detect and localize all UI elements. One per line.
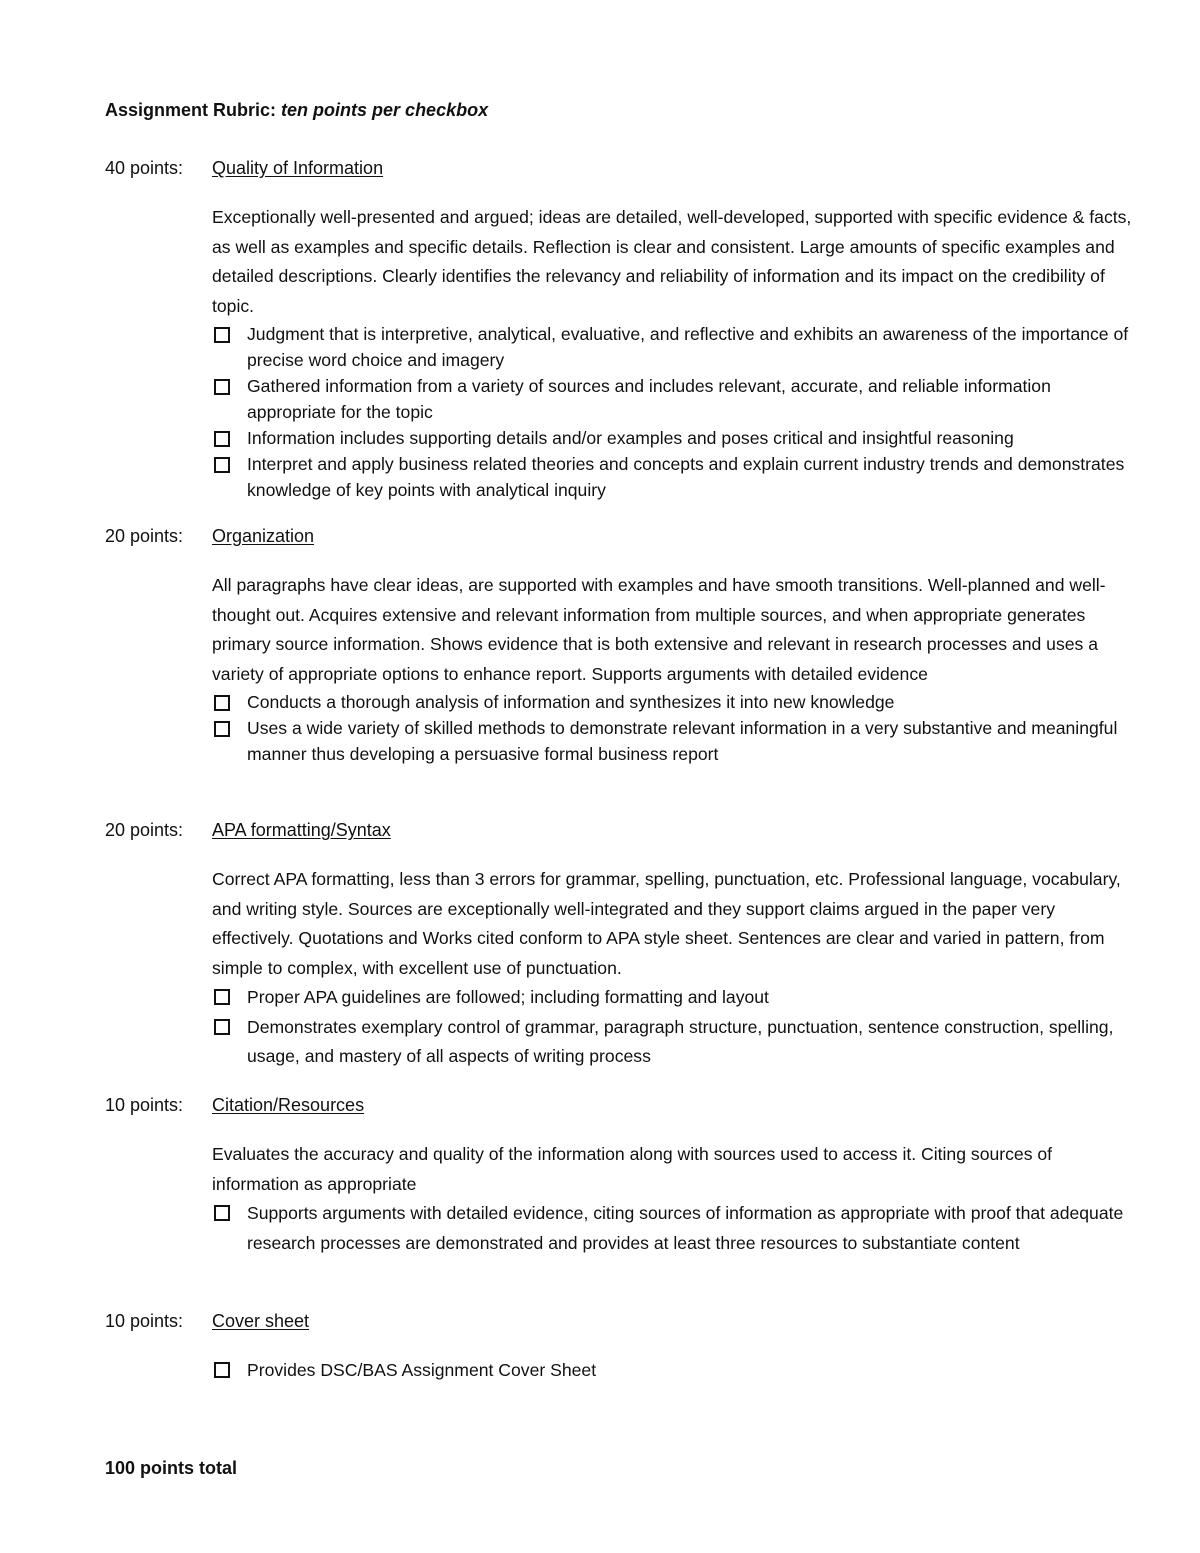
section-title: Cover sheet <box>212 1311 310 1331</box>
section-title: APA formatting/Syntax <box>212 820 391 840</box>
checkbox-item-text: Uses a wide variety of skilled methods to demonstrate relevant information in a very substantive and meaningful manner thus developing a persuasive formal business report <box>247 718 1118 764</box>
section-body <box>212 1306 1137 1386</box>
checkbox-item <box>212 983 1137 1013</box>
checkbox-item <box>212 425 1137 451</box>
section-body <box>212 521 1137 767</box>
checkbox-icon[interactable] <box>214 457 230 473</box>
section-body <box>212 815 1137 1072</box>
checkbox-list <box>212 1356 1137 1386</box>
checkbox-icon[interactable] <box>214 1205 230 1221</box>
checkbox-icon[interactable] <box>214 721 230 737</box>
checkbox-item <box>212 1356 1137 1386</box>
checkbox-icon[interactable] <box>214 379 230 395</box>
section-description: Evaluates the accuracy and quality of the information along with sources used to access it. Citing sources of information as appropriate <box>212 1144 1053 1194</box>
checkbox-item-text: Interpret and apply business related theories and concepts and explain current industry trends and demonstrates knowledge of key points with analytical inquiry <box>247 454 1125 500</box>
section-points: 10 points: <box>105 1095 184 1115</box>
section-title: Citation/Resources <box>212 1095 365 1115</box>
section-title: Quality of Information <box>212 158 384 178</box>
checkbox-item <box>212 715 1137 767</box>
checkbox-icon[interactable] <box>214 431 230 447</box>
checkbox-icon[interactable] <box>214 1019 230 1035</box>
section-points: 20 points: <box>105 526 184 546</box>
checkbox-item <box>212 373 1137 425</box>
checkbox-icon[interactable] <box>214 1362 230 1378</box>
checkbox-icon[interactable] <box>214 327 230 343</box>
checkbox-item-text: Proper APA guidelines are followed; including formatting and layout <box>247 987 769 1007</box>
section-points: 20 points: <box>105 820 184 840</box>
rubric-heading-label: Assignment Rubric: <box>105 100 277 120</box>
checkbox-item-text: Judgment that is interpretive, analytical, evaluative, and reflective and exhibits an awareness of the importance of precise word choice and imagery <box>247 324 1129 370</box>
checkbox-item <box>212 689 1137 715</box>
section-description: Correct APA formatting, less than 3 errors for grammar, spelling, punctuation, etc. Professional language, vocabulary, and writing style. Sources are exceptionally well-integrated and they support claims argued in the paper very effectively. Quotations and Works cited conform to APA style sheet. Sentences are clear and varied in pattern, from simple to complex, with excellent use of punctuation. <box>212 869 1121 978</box>
checkbox-item <box>212 1199 1137 1258</box>
checkbox-icon[interactable] <box>214 989 230 1005</box>
points-total: 100 points total <box>105 1458 238 1478</box>
checkbox-item <box>212 321 1137 373</box>
section-body <box>212 153 1137 503</box>
checkbox-list <box>212 1199 1137 1258</box>
checkbox-list <box>212 689 1137 767</box>
checkbox-item <box>212 451 1137 503</box>
section-description: Exceptionally well-presented and argued; ideas are detailed, well-developed, supported with specific evidence & facts, as well as examples and specific details. Reflection is clear and consistent. Large amounts of specific examples and detailed descriptions. Clearly identifies the relevancy and reliability of information and its impact on the credibility of topic. <box>212 207 1132 316</box>
section-points: 40 points: <box>105 158 184 178</box>
rubric-heading-subtitle: ten points per checkbox <box>281 100 489 120</box>
checkbox-item-text: Conducts a thorough analysis of information and synthesizes it into new knowledge <box>247 692 895 712</box>
checkbox-icon[interactable] <box>214 695 230 711</box>
checkbox-list <box>212 983 1137 1072</box>
checkbox-item-text: Gathered information from a variety of sources and includes relevant, accurate, and reliable information appropriate for the topic <box>247 376 1051 422</box>
checkbox-item-text: Demonstrates exemplary control of grammar, paragraph structure, punctuation, sentence construction, spelling, usage, and mastery of all aspects of writing process <box>247 1016 1114 1066</box>
section-description: All paragraphs have clear ideas, are supported with examples and have smooth transitions. Well-planned and well-thought out. Acquires extensive and relevant information from multiple sources, and when appropriate generates primary source information. Shows evidence that is both extensive and relevant in research processes and uses a variety of appropriate options to enhance report. Supports arguments with detailed evidence <box>212 575 1106 684</box>
section-title: Organization <box>212 526 315 546</box>
checkbox-item-text: Provides DSC/BAS Assignment Cover Sheet <box>247 1360 597 1380</box>
checkbox-item <box>212 1013 1137 1072</box>
checkbox-item-text: Supports arguments with detailed evidence, citing sources of information as appropriate with proof that adequate research processes are demonstrated and provides at least three resources to substantiate content <box>247 1203 1124 1253</box>
rubric-heading <box>105 100 488 121</box>
section-body <box>212 1090 1137 1258</box>
section-points: 10 points: <box>105 1311 184 1331</box>
checkbox-item-text: Information includes supporting details and/or examples and poses critical and insightful reasoning <box>247 428 1014 448</box>
checkbox-list <box>212 321 1137 503</box>
